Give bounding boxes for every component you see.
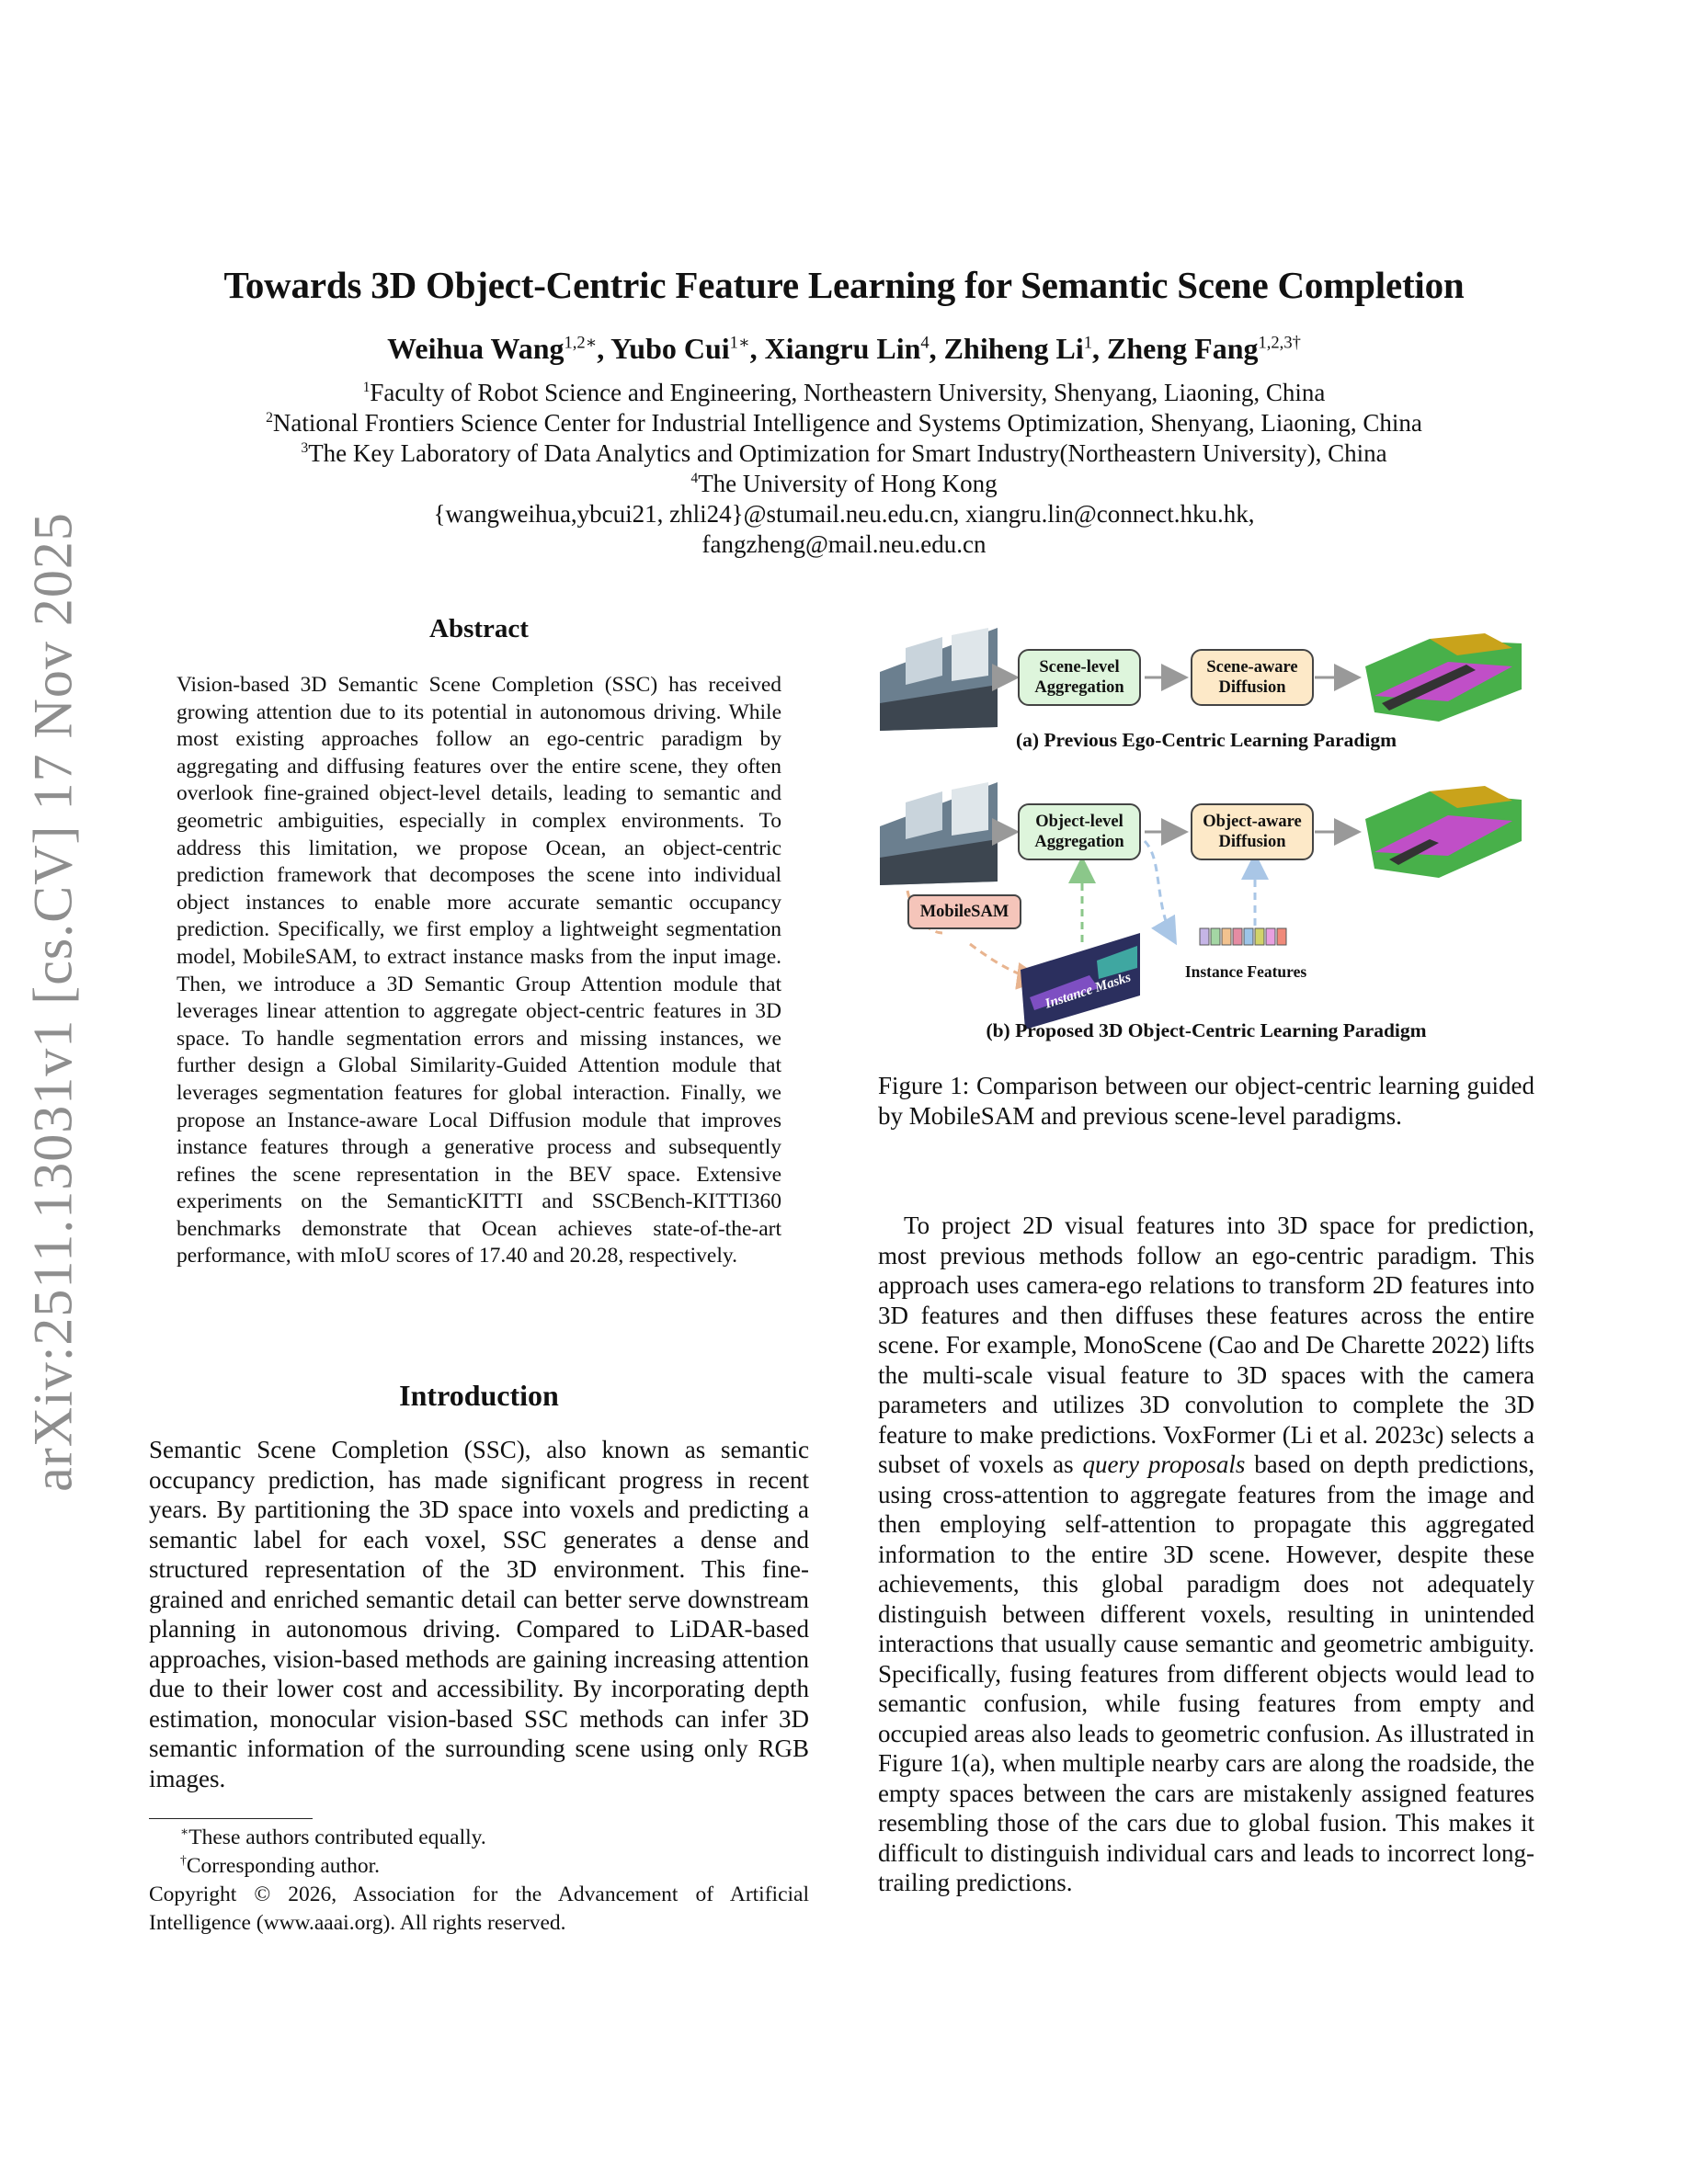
abstract-body: Vision-based 3D Semantic Scene Completion (SSC) has received growing attention due to its potential in autonomous driving. While most existing approaches follow an ego-centric paradigm by aggregating and diffusing features over the entire scene, they often overlook fine-grained object-level details, leading to semantic and geometric ambiguities, especially in complex environments. To address this limitation, we propose Ocean, an object-centric prediction framework that decomposes the scene into individual object instances to enable more accurate semantic occupancy prediction. Specifically, we first employ a lightweight segmentation model, MobileSAM, to extract instance masks from the input image. Then, we introduce a 3D Semantic Group Attention module that leverages linear attention to aggregate object-centric features in 3D space. To handle segmentation errors and missing instances, we further design a Global Similarity-Guided Attention module that leverages segmentation features for global interaction. Finally, we propose an Instance-aware Local Diffusion module that improves instance features through a generative process and subsequently refines the scene representation in the BEV space. Extensive experiments on the SemanticKITTI and SSCBench-KITTI360 benchmarks demonstrate that Ocean achieves state-of-the-art performance, with mIoU scores of 17.40 and 20.28, respectively.	[177, 673, 781, 1268]
abstract-heading: Abstract	[429, 614, 529, 643]
affiliation-1	[0, 378, 1688, 408]
author-name: Xiangru Lin	[764, 332, 921, 365]
email-line-2: fangzheng@mail.neu.edu.cn	[701, 530, 987, 558]
footnote-divider	[149, 1818, 313, 1819]
paragraph-text: based on depth predictions, using cross-attention to aggregate features from the image and then employing self-attention to propagate this aggregated information to the entire 3D scene. However, despite these achievements, this global paradigm does not adequately distinguish between different voxels, resulting in unintended interactions that usually cause semantic and geometric ambiguity. Specifically, fusing features from different objects would lead to semantic confusion, while fusing features from empty and occupied areas also leads to geometric confusion. As illustrated in Figure 1(a), when multiple nearby cars are along the roadside, the empty spaces between the cars are mistakenly assigned features resembling those of the cars due to global fusion. This makes it difficult to distinguish individual cars and leads to incorrect long-trailing predictions.	[878, 1450, 1535, 1896]
affiliation-text: Faculty of Robot Science and Engineering, Northeastern University, Shenyang, Liaoning, China	[370, 379, 1326, 406]
output-occupancy-a	[1365, 633, 1522, 722]
paragraph-text: To project 2D visual features into 3D space for prediction, most previous methods follow an ego-centric paradigm. This approach uses camera-ego relations to transform 2D features into 3D features and then diffuses these features across the entire scene. For example, MonoScene (Cao and De Charette 2022) lifts the multi-scale visual feature to 3D spaces with the camera parameters and utilizes 3D convolution to complete the 3D feature to make predictions. VoxFormer (Li et al. 2023c) selects a subset of voxels as	[878, 1211, 1534, 1478]
paragraph-emphasis: query proposals	[1082, 1450, 1246, 1478]
affiliation-3	[0, 438, 1688, 469]
instance-features-label: Instance Features	[1184, 962, 1307, 981]
affiliation-text: The University of Hong Kong	[698, 470, 998, 497]
figure-1-caption: Figure 1: Comparison between our object-centric learning guided by MobileSAM and previous scene-level paradigms.	[878, 1072, 1534, 1130]
right-column-paragraph	[878, 1211, 1534, 1898]
affiliation-mark: 3	[301, 440, 309, 456]
author-name: Yubo Cui	[610, 332, 730, 365]
arxiv-id-text: arXiv:2511.13031v1 [cs.CV] 17 Nov 2025	[22, 512, 84, 1492]
footnote-equal	[180, 1825, 486, 1850]
affiliation-2	[0, 408, 1688, 438]
author-mark: 4	[920, 333, 930, 353]
arxiv-side-stamp	[0, 0, 101, 2184]
affiliation-mark: 2	[266, 410, 273, 426]
author-name: Zhiheng Li	[943, 332, 1084, 365]
paper-title: Towards 3D Object-Centric Feature Learning for Semantic Scene Completion	[223, 264, 1465, 306]
author-name: Weihua Wang	[387, 332, 565, 365]
mobilesam-box: MobileSAM	[907, 894, 1021, 929]
scene-level-aggregation-box: Scene-level Aggregation	[1018, 649, 1141, 706]
introduction-heading: Introduction	[399, 1379, 559, 1412]
affiliation-mark: 4	[690, 471, 699, 486]
footnote-mark: ∗	[180, 1825, 189, 1839]
input-image-a	[880, 628, 998, 731]
copyright-notice: Copyright © 2026, Association for the Advancement of Artificial Intelligence (www.aaai.org). All rights reserved.	[149, 1883, 809, 1935]
instance-feature-cubes	[1200, 928, 1286, 945]
author-name: Zheng Fang	[1107, 332, 1259, 365]
object-level-aggregation-box: Object-level Aggregation	[1018, 803, 1141, 860]
affiliation-mark: 1	[362, 380, 371, 395]
scene-aware-diffusion-box: Scene-aware Diffusion	[1191, 649, 1314, 706]
affiliation-text: The Key Laboratory of Data Analytics and Optimization for Smart Industry(Northeastern University), China	[308, 439, 1387, 467]
footnote-mark: †	[180, 1853, 187, 1868]
input-image-b	[880, 782, 998, 885]
footnote-text: Corresponding author.	[186, 1854, 380, 1878]
figure-caption-b: (b) Proposed 3D Object-Centric Learning Paradigm	[986, 1019, 1427, 1041]
footnote-text: These authors contributed equally.	[188, 1826, 486, 1849]
figure-caption-a: (a) Previous Ego-Centric Learning Paradigm	[1015, 729, 1397, 751]
footnote-corresponding	[180, 1853, 380, 1879]
author-mark: 1∗	[729, 333, 750, 353]
instance-masks-label: Instance Masks	[1043, 970, 1134, 1012]
object-aware-diffusion-box: Object-aware Diffusion	[1191, 803, 1314, 860]
affiliation-text: National Frontiers Science Center for Industrial Intelligence and Systems Optimization, Shenyang, Liaoning, China	[272, 409, 1422, 437]
figure-1	[878, 611, 1534, 1052]
author-mark: 1,2∗	[564, 333, 598, 353]
dashed-flow-to-instance-features	[1145, 841, 1174, 940]
introduction-body: Semantic Scene Completion (SSC), also known as semantic occupancy prediction, has made significant progress in recent years. By partitioning the 3D space into voxels and predicting a semantic label for each voxel, SSC generates a dense and structured representation of the 3D environment. This fine-grained and enriched semantic detail can better serve downstream planning in autonomous driving. Compared to LiDAR-based approaches, vision-based methods are gaining increasing attention due to their lower cost and accessibility. By incorporating depth estimation, monocular vision-based SSC methods can infer 3D semantic information of the surrounding scene using only RGB images.	[149, 1436, 809, 1792]
author-mark: 1,2,3†	[1258, 333, 1301, 353]
affiliation-4	[0, 469, 1688, 499]
author-mark: 1	[1083, 333, 1093, 353]
output-occupancy-b	[1365, 786, 1522, 878]
author-list: Weihua Wang$^{1,2∗}$, Yubo Cui$^{1∗}$, Xiangru Lin$^4$, Zhiheng Li$^1$, Zheng Fang$^{1,2,3\dagger}$	[387, 332, 1301, 365]
email-line-1: {wangweihua,ybcui21, zhli24}@stumail.neu.edu.cn, xiangru.lin@connect.hku.hk,	[433, 500, 1255, 528]
